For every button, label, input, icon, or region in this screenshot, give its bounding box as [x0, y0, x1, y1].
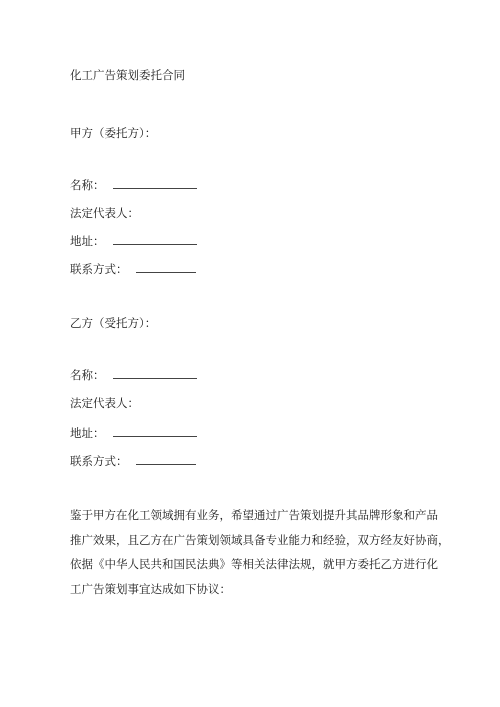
- party-a-contact-row: [70, 262, 196, 276]
- party-b-name-blank: [113, 377, 197, 379]
- party-a-address-label: 地址：: [70, 234, 105, 248]
- party-b-contact-row: [70, 454, 196, 468]
- document-title: 化工广告策划委托合同: [70, 68, 185, 82]
- party-b-rep-label: 法定代表人：: [70, 396, 139, 410]
- party-a-name-row: [70, 178, 197, 192]
- intro-line-3: 依据《中华人民共和国民法典》等相关法律法规，就甲方委托乙方进行化: [70, 557, 438, 571]
- party-a-contact-blank: [136, 271, 196, 273]
- party-b-name-row: [70, 368, 197, 382]
- intro-line-1: 鉴于甲方在化工领域拥有业务，希望通过广告策划提升其品牌形象和产品: [70, 508, 438, 522]
- party-b-heading: 乙方（受托方）：: [70, 316, 157, 330]
- party-b-contact-label: 联系方式：: [70, 454, 128, 468]
- party-a-address-row: [70, 234, 197, 248]
- party-b-name-label: 名称：: [70, 368, 105, 382]
- party-a-address-blank: [113, 243, 197, 245]
- party-a-name-blank: [113, 187, 197, 189]
- party-a-heading: 甲方（委托方）：: [70, 126, 157, 140]
- party-b-address-blank: [113, 435, 197, 437]
- party-b-contact-blank: [136, 463, 196, 465]
- party-b-rep-row: [70, 396, 139, 410]
- intro-line-2: 推广效果，且乙方在广告策划领域具备专业能力和经验，双方经友好协商，: [70, 532, 450, 547]
- intro-line-4: 工广告策划事宜达成如下协议：: [70, 581, 231, 596]
- party-a-contact-label: 联系方式：: [70, 262, 128, 276]
- party-b-address-label: 地址：: [70, 426, 105, 440]
- intro-paragraph: [70, 503, 450, 601]
- party-a-rep-label: 法定代表人：: [70, 206, 139, 220]
- party-a-name-label: 名称：: [70, 178, 105, 192]
- party-b-address-row: [70, 426, 197, 440]
- party-a-rep-row: [70, 206, 139, 220]
